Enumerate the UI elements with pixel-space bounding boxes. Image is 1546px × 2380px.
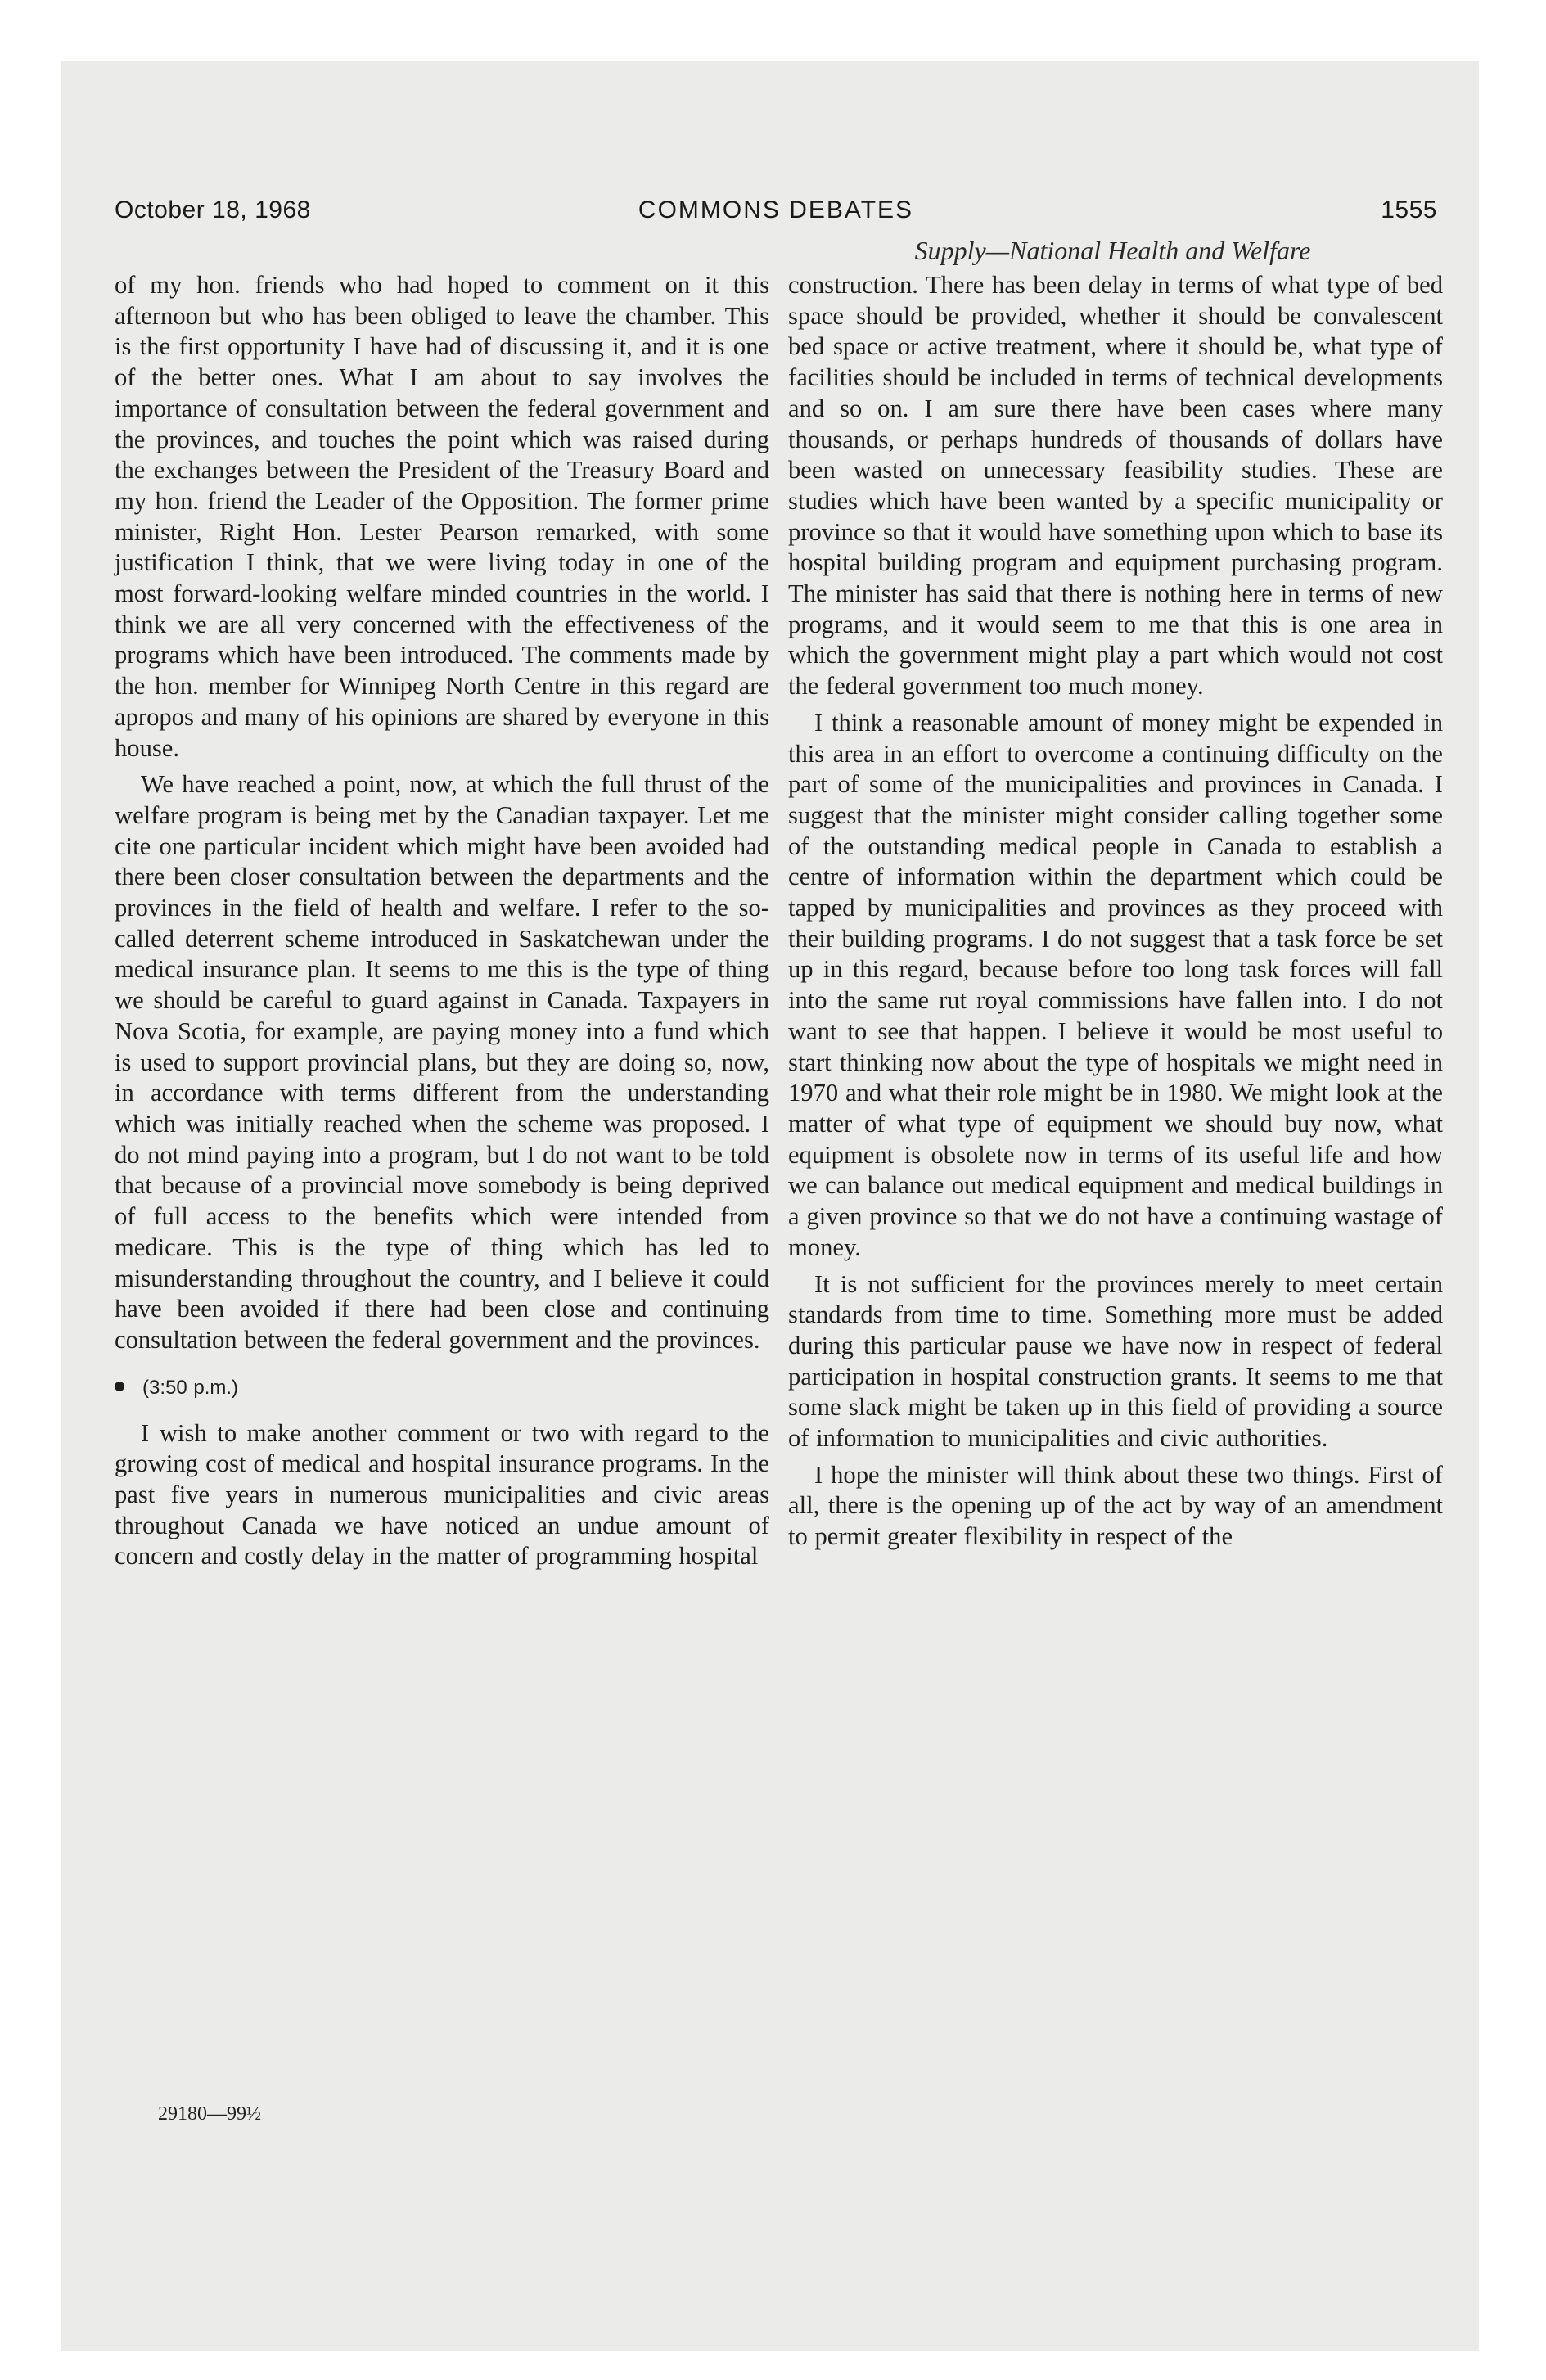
page-number: 1555 [1381,196,1437,223]
footer-code: 29180—99½ [158,2103,261,2125]
paragraph: It is not sufficient for the provinces merely to meet certain standards from time to time. Something more must be added during this particular pause we have now in respect of federal participation in hospital construction grants. It seems to me that some slack might be taken up in this field of providing a source of information to municipalities and civic authorities. [788,1269,1443,1453]
section-subheading: Supply—National Health and Welfare [914,236,1311,265]
page-header [115,196,1437,229]
paragraph: I wish to make another comment or two with regard to the growing cost of medical and hospital insurance programs. In the past five years in numerous municipalities and civic areas throughout Canada we have noticed an undue amount of concern and costly delay in the matter of programming hospital [115,1418,769,1571]
left-column [115,270,769,1572]
header-title: COMMONS DEBATES [638,196,914,223]
right-column [788,270,1443,1553]
paragraph: I think a reasonable amount of money might be expended in this area in an effort to overcome a continuing difficulty on the part of some of the municipalities and provinces in Canada. I suggest that the minister might consider calling together some of the outstanding medical people in Canada to establish a centre of information within the department which could be tapped by municipalities and provinces as they proceed with their building programs. I do not suggest that a task force be set up in this regard, because before too long task forces will fall into the same rut royal commissions have fallen into. I do not want to see that happen. I believe it would be most useful to start thinking now about the type of hospitals we might need in 1970 and what their role might be in 1980. We might look at the matter of what type of equipment we should buy now, what equipment is obsolete now in terms of its useful life and how we can balance out medical equipment and medical buildings in a given province so that we do not have a continuing wastage of money. [788,708,1443,1261]
bullet-icon [115,1382,124,1391]
paragraph: construction. There has been delay in terms of what type of bed space should be provided, whether it should be convalescent bed space or active treatment, where it should be, what type of facilities should be included in terms of technical developments and so on. I am sure there have been cases where many thousands, or perhaps hundreds of thousands of dollars have been wasted on unnecessary feasibility studies. These are studies which have been wanted by a specific municipality or province so that it would have something upon which to base its hospital building program and equipment purchasing program. The minister has said that there is nothing here in terms of new programs, and it would seem to me that this is one area in which the government might play a part which would not cost the federal government too much money. [788,271,1443,701]
header-date: October 18, 1968 [115,196,311,223]
paragraph: I hope the minister will think about these two things. First of all, there is the opening up of the act by way of an amendment to permit greater flexibility in respect of the [788,1460,1443,1551]
timestamp-text: (3:50 p.m.) [142,1376,239,1399]
timestamp-marker [115,1376,769,1400]
paragraph: We have reached a point, now, at which the full thrust of the welfare program is being met by the Canadian taxpayer. Let me cite one particular incident which might have been avoided had there been closer consultation between the departments and the provinces in the field of health and welfare. I refer to the so-called deterrent scheme introduced in Saskatchewan under the medical insurance plan. It seems to me this is the type of thing we should be careful to guard against in Canada. Taxpayers in Nova Scotia, for example, are paying money into a fund which is used to support provincial plans, but they are doing so, now, in accordance with terms different from the understanding which was initially reached when the scheme was proposed. I do not mind paying into a program, but I do not want to be told that because of a provincial move somebody is being deprived of full access to the benefits which were intended from medicare. This is the type of thing which has led to misunderstanding throughout the country, and I believe it could have been avoided if there had been close and continuing consultation between the federal government and the provinces. [115,770,769,1354]
paragraph: of my hon. friends who had hoped to comment on it this afternoon but who has been obliged to leave the chamber. This is the first opportunity I have had of discussing it, and it is one of the better ones. What I am about to say involves the importance of consultation between the federal government and the provinces, and touches the point which was raised during the exchanges between the President of the Treasury Board and my hon. friend the Leader of the Opposition. The former prime minister, Right Hon. Lester Pearson remarked, with some justification I think, that we were living today in one of the most forward-looking welfare minded countries in the world. I think we are all very concerned with the effectiveness of the programs which have been introduced. The comments made by the hon. member for Winnipeg North Centre in this regard are apropos and many of his opinions are shared by everyone in this house. [115,271,769,762]
